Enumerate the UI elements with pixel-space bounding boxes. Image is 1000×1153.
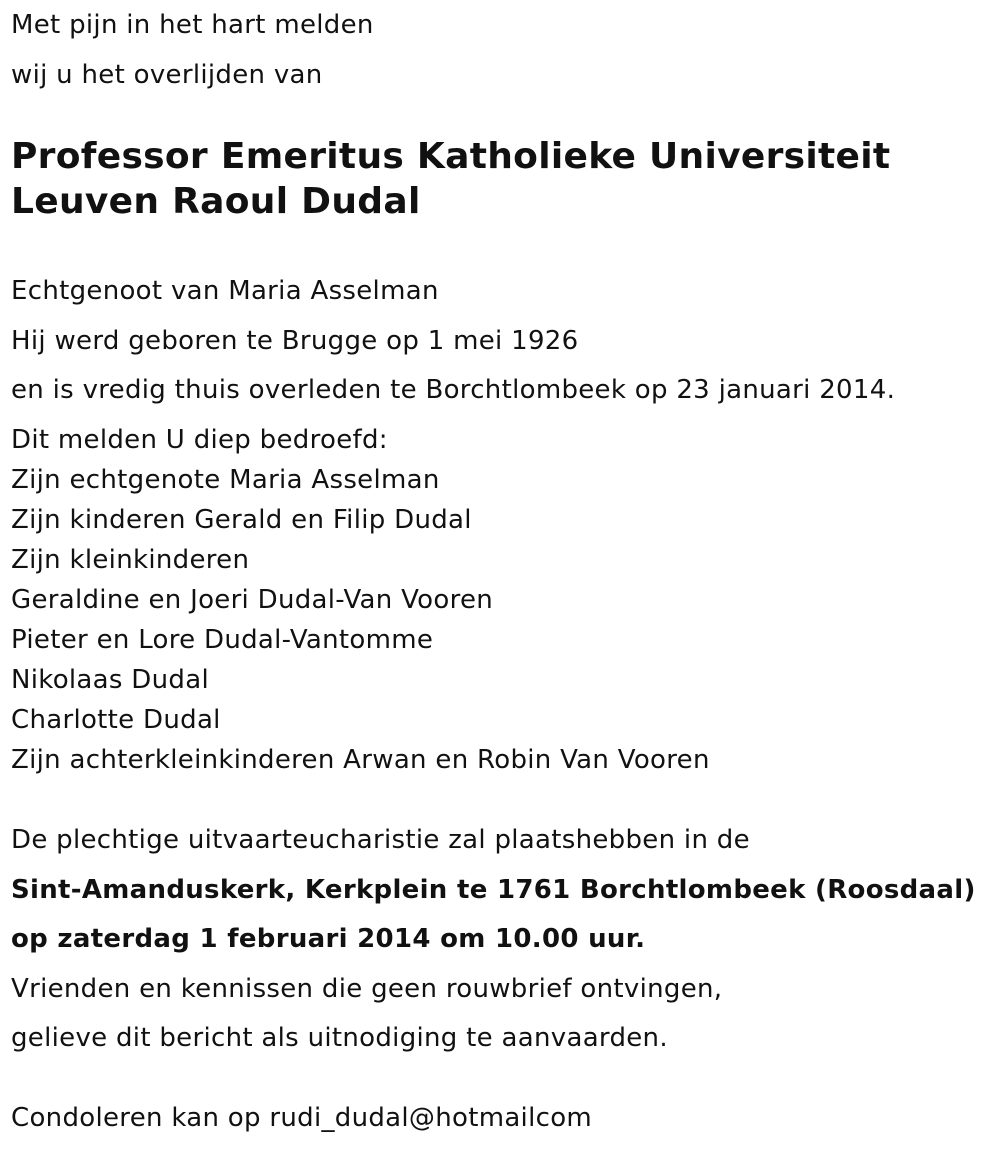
mourner-line: Nikolaas Dudal	[11, 665, 209, 695]
mourner-line: Zijn kinderen Gerald en Filip Dudal	[11, 505, 472, 535]
death-line: en is vredig thuis overleden te Borchtlombeek op 23 januari 2014.	[11, 375, 896, 405]
ceremony-datetime: op zaterdag 1 februari 2014 om 10.00 uur.	[11, 924, 646, 954]
mourner-line: Charlotte Dudal	[11, 705, 221, 735]
ceremony-location: Sint-Amanduskerk, Kerkplein te 1761 Borchtlombeek (Roosdaal)	[11, 875, 976, 905]
mourner-line: Pieter en Lore Dudal-Vantomme	[11, 625, 434, 655]
intro-line-1: Met pijn in het hart melden	[11, 10, 374, 40]
ceremony-intro: De plechtige uitvaarteucharistie zal plaatshebben in de	[11, 825, 750, 855]
deceased-name-title: Professor Emeritus Katholieke Universiteit Leuven Raoul Dudal	[11, 136, 891, 222]
invitation-line-1: Vrienden en kennissen die geen rouwbrief ontvingen,	[11, 974, 723, 1004]
condolences-line: Condoleren kan op rudi_dudal@hotmailcom	[11, 1103, 593, 1133]
mourners-heading: Dit melden U diep bedroefd:	[11, 425, 388, 455]
mourner-line: Zijn achterkleinkinderen Arwan en Robin Van Vooren	[11, 745, 710, 775]
spouse-line: Echtgenoot van Maria Asselman	[11, 276, 439, 306]
mourner-line: Zijn kleinkinderen	[11, 545, 250, 575]
intro-line-2: wij u het overlijden van	[11, 60, 323, 90]
mourner-line: Zijn echtgenote Maria Asselman	[11, 465, 440, 495]
birth-line: Hij werd geboren te Brugge op 1 mei 1926	[11, 326, 579, 356]
invitation-line-2: gelieve dit bericht als uitnodiging te aanvaarden.	[11, 1023, 668, 1053]
mourner-line: Geraldine en Joeri Dudal-Van Vooren	[11, 585, 494, 615]
